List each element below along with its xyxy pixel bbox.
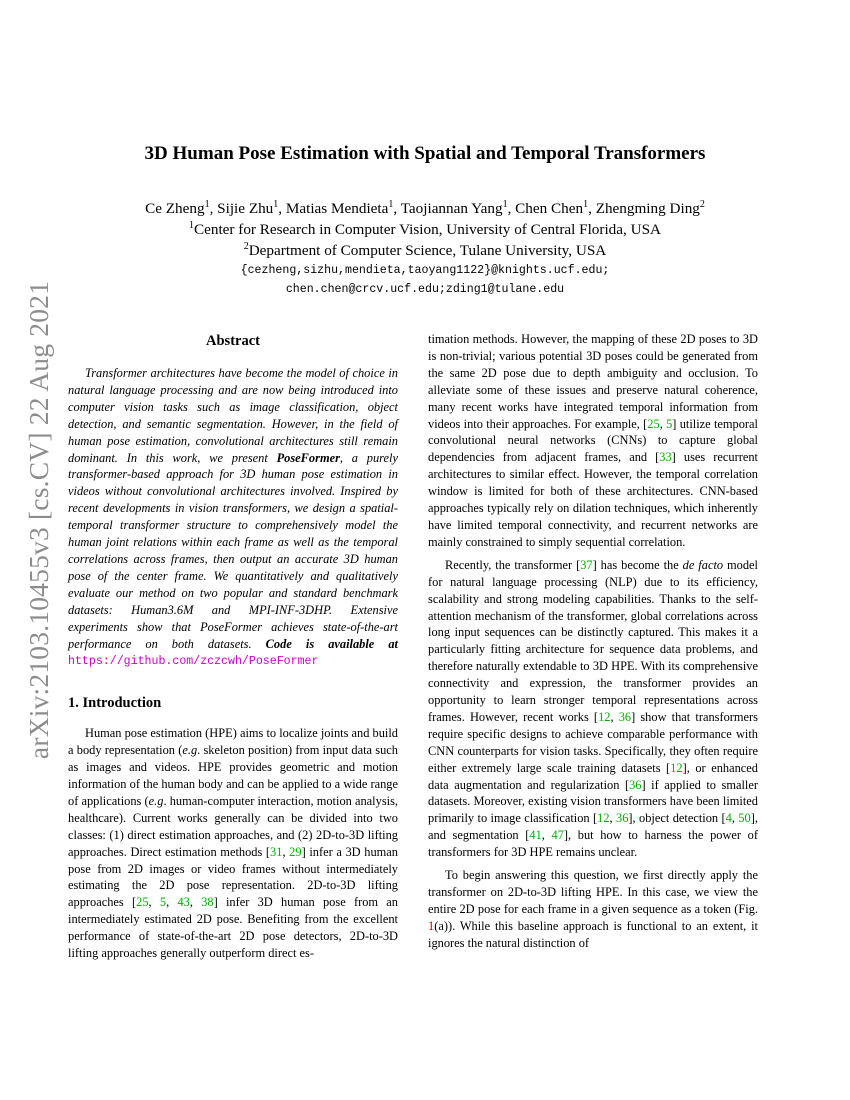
email-line: chen.chen@crcv.ucf.edu;zding1@tulane.edu [285,283,565,296]
affiliation-text: Department of Computer Science, Tulane University, USA [248,242,607,259]
email-line: {cezheng,sizhu,mendieta,taoyang1122}@knights.ucf.edu; [240,264,610,277]
text-run: Recently, the transformer [ [445,557,581,572]
text-run: (a)). While this baseline approach is functional to an extent, it ignores the natural distinction of [428,918,758,950]
intro-paragraph-continued: timation methods. However, the mapping of these 2D poses to 3D is non-trivial; various potential 3D poses could be generated from the same 2D pose due to depth ambiguity and occlusion. To alleviate some of these issues and preserve natural coherence, many recent works have integrated temporal information from videos into their approaches. For example, [25, 5] utilize temporal convolutional neural networks (CNNs) to capture global dependencies from adjacent frames, and [33] uses recurrent architectures to similar effect. However, the temporal correlation window is limited for both of these architectures. CNN-based approaches typically rely on dilation techniques, which inherently have limited temporal connectivity, and recurrent networks are mainly constrained to simply sequential correlation. [428,332,758,549]
author-name: Taojiannan Yang [400,200,503,217]
citation-link[interactable]: 37 [580,557,593,572]
intro-paragraph: Recently, the transformer [37] has become the de facto model for natural language processing (NLP) due to its efficiency, scalability and strong modeling capabilities. Thanks to the self-attention mechanism of the transformer, global correlations across long input sequences can be distinctly captured. This makes it a particularly fitting architecture for sequence data problems, and therefore naturally extendable to 3D HPE. With its comprehensive connectivity and expression, the transformer provides an opportunity to learn stronger temporal representations across frames. However, recent works [12, 36] show that transformers require specific designs to achieve comparable performance with CNN counterparts for vision tasks. Specifically, they often require either extremely large scale training datasets [12], or enhanced data augmentation and regularization [36] if applied to smaller datasets. Moreover, existing vision transformers have been limited primarily to image classification [12, 36], object detection [4, 50], and segmentation [41, 47], but how to harness the power of transformers for 3D HPE remains unclear. [428,557,759,860]
text-run: ] if applied to smaller datasets. Moreover, existing vision transformers have been limited primarily to image classification [ [428,777,758,826]
author-affiliation-mark: 1 [204,199,210,210]
text-run: ] show that transformers require specific designs to achieve comparable performance with CNN counterparts for vision tasks. Specifically, they often require either extremely large scale training datasets [ [428,709,759,775]
citation-link[interactable]: 4 [725,811,732,826]
citation-link[interactable]: 38 [201,895,214,910]
text-run: ] has become the [592,557,683,572]
author-list: Ce Zheng$^1$, Sijie Zhu$^1$, Matias Mendieta$^1$, Taojiannan Yang$^1$, Chen Chen$^1$, Zhengming Ding$^2$ [145,199,705,217]
text-run: ] utilize temporal convolutional neural networks (CNNs) to capture global dependencies from adjacent frames, and [ [428,416,758,465]
abstract-heading: Abstract [206,333,260,349]
figure-reference-link[interactable]: 1 [428,918,435,933]
intro-paragraph: Human pose estimation (HPE) aims to localize joints and build a body representation (e.g. skeleton position) from input data such as images and videos. HPE provides geometric and motion information of the human body and can be applied to a wide range of applications (e.g. human-computer interaction, motion analysis, healthcare). Current works generally can be divided into two classes: (1) direct estimation approaches, and (2) 2D-to-3D lifting approaches. Direct estimation methods [31, 29] infer a 3D human pose from 2D images or video frames without intermediately estimating the 2D pose representation. 2D-to-3D lifting approaches [25, 5, 43, 38] infer 3D human pose from an intermediately estimated 2D pose. Benefiting from the excellent performance of state-of-the-art 2D pose detectors, 2D-to-3D lifting approaches generally outperform direct es- [68,726,398,961]
citation-link[interactable]: 47 [551,828,564,843]
affiliation-text: Center for Research in Computer Vision, University of Central Florida, USA [193,221,661,238]
method-name: PoseFormer [276,450,340,465]
text-run: ], but how to harness the power of transformers for 3D HPE remains unclear. [428,828,759,860]
citation-link[interactable]: 50 [738,811,751,826]
arxiv-stamp [16,280,62,760]
author-affiliation-mark: 1 [388,199,394,210]
intro-paragraph [428,867,758,952]
text-run: . skeleton position) from input data such as images and videos. HPE provides geometric and motion information of the human body and can be applied to a wide range of applications ( [68,743,398,808]
text-run: ], object detection [ [628,811,726,826]
citation-link[interactable]: 43 [177,895,190,910]
affiliation-number: 2 [243,241,249,252]
right-column [428,331,758,952]
text-run: ] uses recurrent architectures to similar effect. However, the temporal correlation window is limited for both of these architectures. CNN-based approaches typically rely on dilation techniques, which inherently have limited temporal connectivity, and recurrent networks are mainly constrained to simply sequential correlation. [428,450,758,549]
author-name: Sijie Zhu [217,200,274,217]
author-name: Chen Chen [515,200,584,217]
text-run: e.g [148,793,164,808]
text-run: ] infer a 3D human pose from 2D images or video frames without intermediately estimating the 2D pose representation. 2D-to-3D lifting approaches [ [68,844,398,910]
affiliation-line [0,219,850,240]
text-run: . human-computer interaction, motion analysis, healthcare). Current works generally can be divided into two classes: (1) direct estimation approaches, and (2) 2D-to-3D lifting approaches. Direct estimation methods [ [68,793,398,859]
paper-title: 3D Human Pose Estimation with Spatial and Temporal Transformers [144,143,706,164]
citation-link[interactable]: 12 [597,811,610,826]
affiliation-number: 1 [188,220,194,231]
author-name: Zhengming Ding [595,200,700,217]
citation-link[interactable]: 5 [666,416,673,431]
author-affiliation-mark: 1 [273,199,279,210]
citation-link[interactable]: 29 [289,844,302,859]
citation-link[interactable]: 31 [270,844,283,859]
section-heading-introduction: 1. Introduction [68,695,162,712]
text-run: ] infer 3D human pose from an intermediately estimated 2D pose. Benefiting from the excellent performance of state-of-the-art 2D pose detectors, 2D-to-3D lifting approaches generally outperform direct es- [68,895,398,961]
left-column [68,331,398,962]
citation-link[interactable]: 12 [670,760,683,775]
abstract-sentence: Transformer architectures have become the model of choice in natural language processing and are now being introduced into computer vision tasks such as image classification, object detection, and semantic segmentation. However, in the field of human pose estimation, convolutional architectures still remain dominant. In this work, we present [68,366,398,465]
text-run: e.g [182,743,198,758]
abstract-sentence: , a purely transformer-based approach for 3D human pose estimation in videos without convolutional architectures involved. Inspired by recent developments in vision transformers, we design a spatial-temporal transformer structure to comprehensively model the human joint relations within each frame as well as the temporal correlations across frames, then output an accurate 3D human pose of the center frame. We quantitatively and qualitatively evaluate our method on two popular and standard benchmark datasets: Human3.6M and MPI-INF-3DHP. Extensive experiments show that PoseFormer achieves state-of-the-art performance on both datasets. [68,450,398,651]
author-affiliation-mark: 1 [583,199,589,210]
text-run: de facto [682,557,724,572]
citation-link[interactable]: 12 [598,709,611,724]
affiliation-line [0,240,850,261]
arxiv-stamp-text: arXiv:2103.10455v3 [cs.CV] 22 Aug 2021 [23,280,54,760]
text-run: ], and segmentation [ [428,811,758,843]
citation-link[interactable]: 36 [618,709,632,724]
code-label: Code is available at [265,636,398,651]
text-run: timation methods. However, the mapping of these 2D poses to 3D is non-trivial; various potential 3D poses could be generated from the same 2D pose due to depth ambiguity and occlusion. To alleviate some of these issues and preserve natural coherence, many recent works have integrated temporal information from videos into their approaches. For example, [ [428,332,758,431]
author-name: Ce Zheng [145,200,205,217]
abstract-text [68,365,398,671]
author-block [0,198,850,299]
citation-link[interactable]: 25 [647,416,660,431]
text-run: ], or enhanced data augmentation and regularization [ [428,760,758,792]
citation-link[interactable]: 25 [136,895,149,910]
citation-link[interactable]: 36 [616,811,629,826]
text-run: To begin answering this question, we first directly apply the transformer on 2D-to-3D lifting HPE. In this case, we view the entire 2D pose for each frame in a given sequence as a token (Fig. [428,868,758,916]
author-name: Matias Mendieta [285,200,389,217]
author-affiliation-mark: 2 [699,199,705,210]
text-run: model for natural language processing (NLP) due to its efficiency, scalability and strong modeling capabilities. Thanks to the self-attention mechanism of the transformer, global correlations across long input sequences can be distinctly captured. This makes it a particularly fitting architecture for sequence data problems, and therefore naturally extendable to 3D HPE. With its comprehensive connectivity and expression, the transformer provides an opportunity to learn stronger temporal representations across frames. However, recent works [ [428,557,759,724]
citation-link[interactable]: 41 [529,828,542,843]
code-link[interactable]: https://github.com/zczcwh/PoseFormer [68,655,319,669]
author-affiliation-mark: 1 [502,199,508,210]
citation-link[interactable]: 33 [659,450,672,465]
text-run: Human pose estimation (HPE) aims to localize joints and build a body representation ( [68,726,398,758]
citation-link[interactable]: 5 [159,895,167,910]
citation-link[interactable]: 36 [629,777,642,792]
